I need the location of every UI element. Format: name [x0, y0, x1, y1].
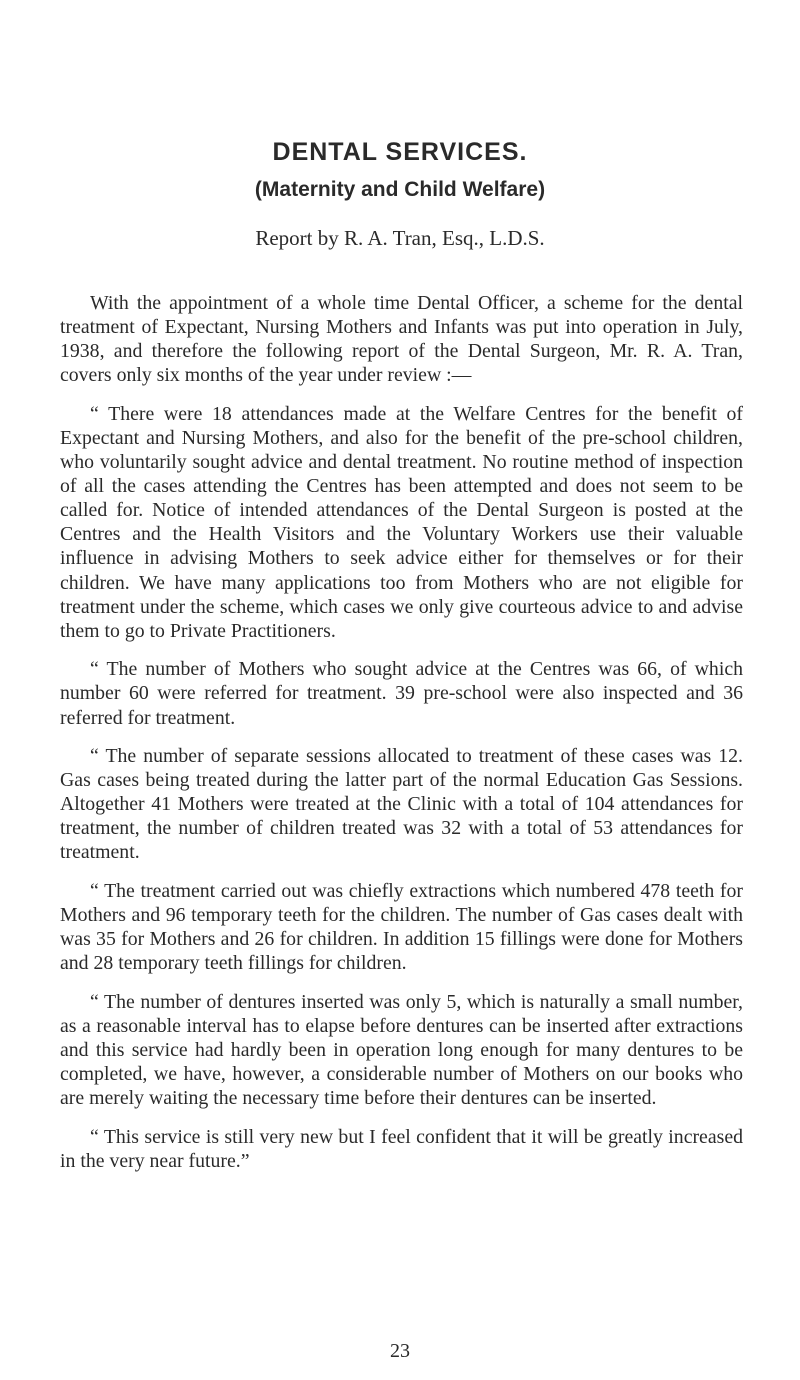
paragraph-attendances: “ There were 18 attendances made at the Welfare Centres for the benefit of Expectant and Nursing Mothers, and also for the benefit of the pre-school children, who voluntarily sought advice and dental treatment. No routine method of inspection of all the cases attending the Centres has been attempted and does not seem to be called for. Notice of intended attendances of the Dental Surgeon is posted at the Centres and the Health Visitors and the Voluntary Workers use their valuable influence in advising Mothers to seek advice either for themselves or for their children. We have many applications too from Mothers who are not eligible for treatment under the scheme, which cases we only give courteous advice to and advise them to go to Private Practitioners.	[60, 402, 743, 642]
paragraph-mothers-advice: “ The number of Mothers who sought advice at the Centres was 66, of which number 60 were referred for treatment. 39 pre-school were also inspected and 36 referred for treatment.	[60, 658, 743, 729]
report-body	[60, 291, 743, 1188]
page-number: 23	[390, 1340, 410, 1362]
paragraph-conclusion: “ This service is still very new but I feel confident that it will be greatly increased in the very near future.”	[60, 1125, 743, 1172]
paragraph-treatment: “ The treatment carried out was chiefly extractions which numbered 478 teeth for Mothers and 96 temporary teeth for the children. The number of Gas cases dealt with was 35 for Mothers and 26 for children. In addition 15 fillings were done for Mothers and 28 temporary teeth fillings for children.	[60, 880, 743, 975]
paragraph-dentures: “ The number of dentures inserted was only 5, which is naturally a small number, as a reasonable interval has to elapse before dentures can be inserted after extractions and this service had hardly been in operation long enough for many dentures to be completed, we have, however, a considerable number of Mothers on our books who are merely waiting the necessary time before their dentures can be inserted.	[60, 990, 743, 1110]
page-subtitle: (Maternity and Child Welfare)	[254, 178, 546, 201]
paragraph-sessions: “ The number of separate sessions allocated to treatment of these cases was 12. Gas cases being treated during the latter part of the normal Education Gas Sessions. Altogether 41 Mothers were treated at the Clinic with a total of 104 attendances for treatment, the number of children treated was 32 with a total of 53 attendances for treatment.	[60, 745, 743, 864]
paragraph-intro: With the appointment of a whole time Dental Officer, a scheme for the dental treatment of Expectant, Nursing Mothers and Infants was put into operation in July, 1938, and therefore the following report of the Dental Surgeon, Mr. R. A. Tran, covers only six months of the year under review :—	[60, 292, 743, 387]
report-byline: Report by R. A. Tran, Esq., L.D.S.	[255, 226, 545, 250]
page-title: DENTAL SERVICES.	[272, 138, 528, 166]
